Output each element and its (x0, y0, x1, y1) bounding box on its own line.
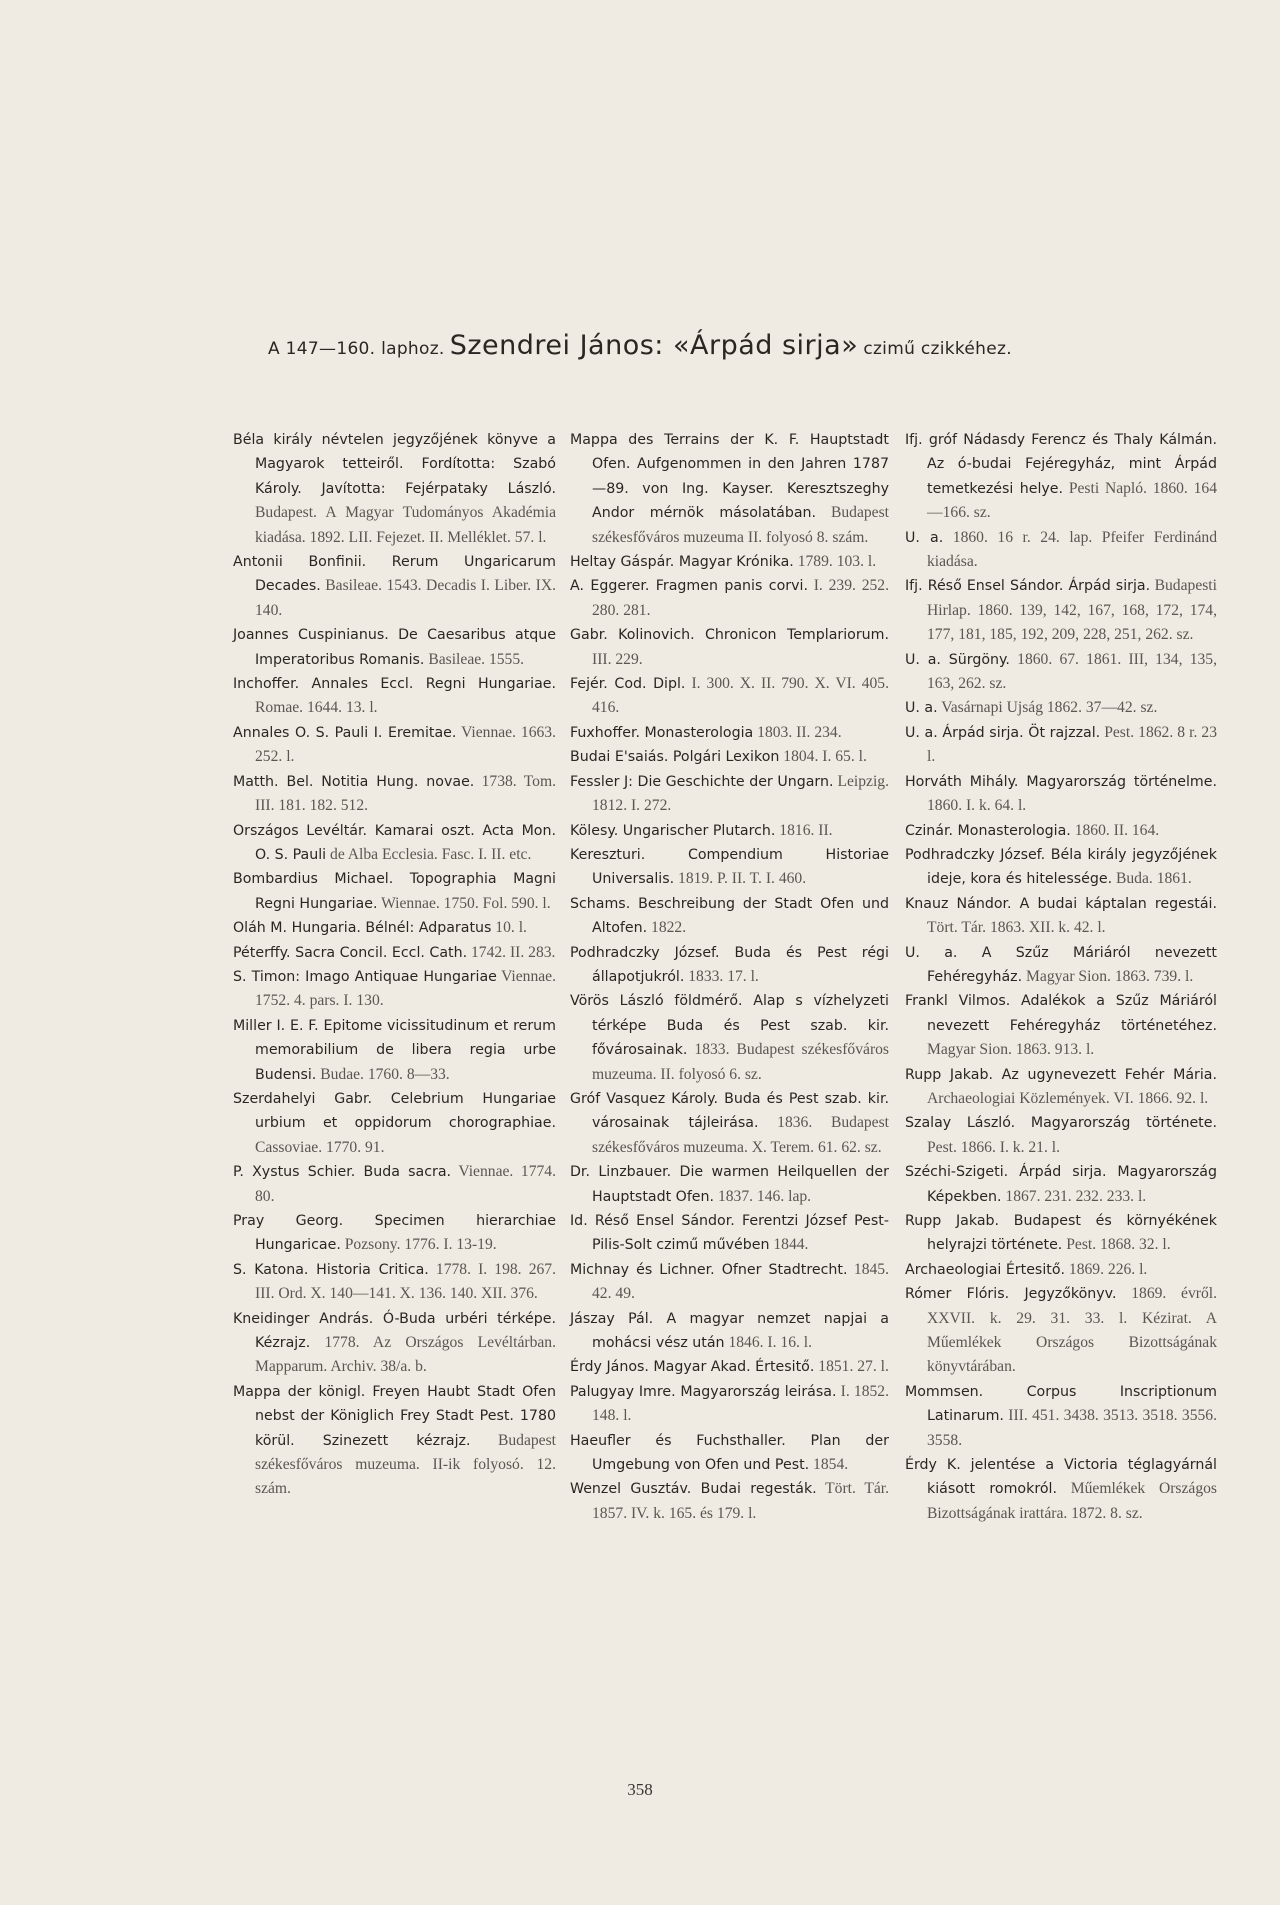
bibliography-entry (905, 941, 1217, 990)
entry-author-title: Jászay Pál. A magyar nemzet napjai a mohácsi vész után (570, 1310, 889, 1352)
entry-author-title: S. Timon: Imago Antiquae Hungariae (233, 968, 497, 985)
entry-reference: Pesti Napló. 1860. 164—166. sz. (927, 479, 1217, 522)
entry-reference: 1803. II. 234. (753, 723, 842, 741)
bibliography-entry (233, 770, 556, 819)
entry-author-title: Palugyay Imre. Magyarország leirása. (570, 1383, 837, 1400)
entry-reference: I. 300. X. II. 790. X. VI. 405. 416. (592, 675, 889, 717)
entry-author-title: Podhradczky József. Buda és Pest régi állapotjukról. (570, 944, 889, 985)
entry-reference: Tört. Tár. 1857. IV. k. 165. és 179. l. (592, 1480, 889, 1522)
bibliography-entry (570, 1160, 889, 1209)
entry-author-title: P. Xystus Schier. Buda sacra. (233, 1164, 452, 1181)
entry-author-title: Miller I. E. F. Epitome vicissitudinum et rerum memorabilium de libera regia urbe Budensi. (233, 1017, 556, 1083)
bibliography-entry (905, 1111, 1217, 1160)
entry-reference: Basileae. 1555. (424, 650, 525, 668)
entry-reference: de Alba Ecclesia. Fasc. I. II. etc. (326, 845, 532, 863)
entry-reference: 1869. 226. l. (1065, 1260, 1148, 1278)
entry-reference: 1816. II. (775, 821, 833, 839)
entry-author-title: Mappa des Terrains der K. F. Hauptstadt Ofen. Aufgenommen in den Jahren 1787—89. von Ing. Kayser. Keresztszeghy Andor mérnök másolatában. (570, 432, 889, 522)
entry-reference: III. 451. 3438. 3513. 3518. 3556. 3558. (927, 1407, 1217, 1449)
entry-reference: Archaeologiai Közlemények. VI. 1866. 92. l. (927, 1089, 1209, 1107)
entry-reference: 1833. 17. l. (684, 967, 759, 985)
bibliography-entry (905, 696, 1217, 720)
entry-reference: Leipzig. 1812. I. 272. (592, 772, 889, 815)
entry-reference: Budapest székesfőváros muzeuma II. folyosó 8. szám. (592, 504, 890, 546)
bibliography-entry (570, 941, 889, 990)
entry-author-title: Péterffy. Sacra Concil. Eccl. Cath. (233, 944, 468, 961)
entry-author-title: Szalay László. Magyarország története. (905, 1115, 1217, 1132)
bibliography-entry (570, 892, 889, 941)
bibliography-entry (233, 550, 556, 623)
entry-author-title: Rupp Jakab. Az ugynevezett Fehér Mária. (905, 1066, 1217, 1083)
entry-author-title: U. a. A Szűz Máriáról nevezett Fehéregyház. (905, 944, 1217, 985)
entry-reference: 1837. 146. lap. (714, 1187, 812, 1205)
entry-author-title: Fessler J: Die Geschichte der Ungarn. (570, 773, 834, 790)
entry-reference: 1836. Budapest székesfőváros muzeuma. X. Terem. 61. 62. sz. (592, 1114, 889, 1156)
page-header (0, 330, 1280, 361)
entry-reference: Viennae. 1752. 4. pars. I. 130. (255, 967, 557, 1010)
entry-author-title: Kereszturi. Compendium Historiae Universalis. (570, 846, 889, 888)
bibliography-entry (233, 1014, 556, 1087)
bibliography-entry (570, 428, 889, 550)
bibliography-entry (570, 989, 889, 1087)
entry-reference: Műemlékek Országos Bizottságának irattára. 1872. 8. sz. (927, 1480, 1217, 1522)
entry-reference: Pozsony. 1776. I. 13-19. (340, 1236, 497, 1254)
bibliography-entry (905, 1282, 1217, 1380)
entry-reference: 1854. (809, 1456, 849, 1474)
entry-author-title: Joannes Cuspinianus. De Caesaribus atque Imperatoribus Romanis. (233, 627, 556, 668)
entry-author-title: Érdy János. Magyar Akad. Értesitő. (570, 1359, 815, 1376)
entry-reference: 1778. Az Országos Levéltárban. Mapparum. Archiv. 38/a. b. (255, 1334, 556, 1376)
entry-reference: Magyar Sion. 1863. 913. l. (927, 1041, 1095, 1059)
entry-reference: III. 229. (592, 650, 643, 668)
entry-author-title: Inchoffer. Annales Eccl. Regni Hungariae. (233, 676, 556, 693)
entry-reference: Budapesti Hirlap. 1860. 139, 142, 167, 168, 172, 174, 177, 181, 185, 192, 209, 228, 251, 262. sz. (927, 577, 1217, 644)
bibliography-entry (570, 574, 889, 623)
entry-reference: Budapest székesfőváros muzeuma. II-ik folyosó. 12. szám. (255, 1431, 556, 1498)
entry-reference: 1867. 231. 232. 233. l. (1001, 1187, 1147, 1205)
page-number: 358 (627, 1780, 653, 1799)
bibliography-entry (905, 989, 1217, 1062)
entry-author-title: U. a. Árpád sirja. Öt rajzzal. (905, 724, 1101, 741)
bibliography-entry (570, 1087, 889, 1160)
entry-reference: I. 239. 252. 280. 281. (592, 577, 889, 619)
entry-author-title: Pray Georg. Specimen hierarchiae Hungaricae. (233, 1213, 556, 1254)
entry-reference: Cassoviae. 1770. 91. (255, 1138, 385, 1156)
entry-author-title: Fejér. Cod. Dipl. (570, 676, 686, 693)
entry-author-title: U. a. (905, 700, 938, 717)
bibliography-entry (233, 623, 556, 672)
entry-reference: 1860. 16 r. 24. lap. Pfeifer Ferdinánd kiadása. (927, 528, 1218, 571)
entry-reference: Romae. 1644. 13. l. (255, 699, 378, 717)
entry-author-title: Széchi-Szigeti. Árpád sirja. Magyarország Képekben. (905, 1164, 1217, 1205)
bibliography-entry (233, 941, 556, 965)
bibliography-entry (570, 672, 889, 721)
entry-author-title: Szerdahelyi Gabr. Celebrium Hungariae urbium et oppidorum chorographiae. (233, 1090, 556, 1132)
bibliography-entry (905, 843, 1217, 892)
entry-author-title: Mommsen. Corpus Inscriptionum Latinarum. (905, 1383, 1217, 1425)
bibliography-entry (570, 1307, 889, 1356)
entry-author-title: U. a. (905, 529, 944, 546)
entry-author-title: Országos Levéltár. Kamarai oszt. Acta Mon. O. S. Pauli (233, 822, 556, 863)
entry-reference: 1860. 67. 1861. III, 134, 135, 163, 262. sz. (927, 650, 1217, 693)
bibliography-entry (570, 721, 889, 745)
entry-reference: Basileae. 1543. Decadis I. Liber. IX. 140. (255, 577, 556, 619)
entry-author-title: Podhradczky József. Béla király jegyzőjének ideje, kora és hitelessége. (905, 846, 1217, 888)
bibliography-entry (905, 721, 1217, 770)
bibliography-entry (905, 1380, 1217, 1453)
entry-author-title: Gróf Vasquez Károly. Buda és Pest szab. kir. városainak tájleirása. (570, 1090, 889, 1132)
entry-reference: 1844. (769, 1236, 809, 1254)
bibliography-entry (905, 892, 1217, 941)
entry-author-title: Schams. Beschreibung der Stadt Ofen und Altofen. (570, 895, 889, 937)
entry-author-title: Kneidinger András. Ó-Buda urbéri térképe. Kézrajz. (233, 1310, 556, 1352)
bibliography-entry (570, 550, 889, 574)
entry-author-title: Fuxhoffer. Monasterologia (570, 724, 754, 741)
entry-reference: Budapest. A Magyar Tudományos Akadémia kiadása. 1892. LII. Fejezet. II. Melléklet. 57. l. (255, 504, 556, 546)
bibliography-entry (570, 1355, 889, 1379)
bibliography-entry (233, 1380, 556, 1502)
entry-author-title: Archaeologiai Értesitő. (905, 1261, 1066, 1278)
bibliography-entry (233, 1307, 556, 1380)
entry-author-title: S. Katona. Historia Critica. (233, 1261, 429, 1278)
entry-author-title: A. Eggerer. Fragmen panis corvi. (570, 578, 808, 595)
entry-reference: Pest. 1866. I. k. 21. l. (927, 1138, 1060, 1156)
entry-author-title: Gabr. Kolinovich. Chronicon Templariorum. (570, 627, 889, 644)
entry-reference: 10. l. (491, 919, 527, 937)
bibliography-entry (233, 672, 556, 721)
bibliography-entry (905, 1160, 1217, 1209)
bibliography-entry (570, 1380, 889, 1429)
bibliography-entry (233, 819, 556, 868)
bibliography-entry (905, 574, 1217, 647)
entry-author-title: Budai E'saiás. Polgári Lexikon (570, 749, 780, 766)
entry-author-title: Bombardius Michael. Topographia Magni Regni Hungariae. (233, 871, 556, 912)
entry-author-title: Béla király névtelen jegyzőjének könyve a Magyarok tetteiről. Fordította: Szabó Károly. Javította: Fejérpataky László. (233, 432, 556, 497)
bibliography-entry (570, 1209, 889, 1258)
bibliography-entry (905, 1453, 1217, 1526)
entry-author-title: Frankl Vilmos. Adalékok a Szűz Máriáról nevezett Fehéregyház történetéhez. (905, 993, 1217, 1034)
entry-reference: Buda. 1861. (1112, 870, 1192, 888)
entry-reference: Viennae. 1663. 252. l. (255, 723, 556, 766)
bibliography-entry (905, 428, 1217, 526)
bibliography-entry (905, 648, 1217, 697)
bibliography-entry (570, 1258, 889, 1307)
bibliography-entry (570, 1477, 889, 1526)
entry-reference: 1789. 103. l. (793, 553, 877, 571)
entry-author-title: Ifj. Réső Ensel Sándor. Árpád sirja. (905, 578, 1151, 595)
entry-reference: 1742. II. 283. (467, 943, 556, 961)
entry-author-title: Dr. Linzbauer. Die warmen Heilquellen der Hauptstadt Ofen. (570, 1164, 889, 1205)
entry-reference: Pest. 1862. 8 r. 23 l. (927, 723, 1217, 766)
entry-reference: Wiennae. 1750. Fol. 590. l. (377, 894, 551, 912)
entry-author-title: Oláh M. Hungaria. Bélnél: Adparatus (233, 920, 492, 937)
entry-author-title: Michnay és Lichner. Ofner Stadtrecht. (570, 1261, 848, 1278)
entry-reference: Vasárnapi Ujság 1862. 37—42. sz. (937, 699, 1158, 717)
bibliography-entry (570, 623, 889, 672)
bibliography-entry (570, 745, 889, 769)
entry-reference: 1819. P. II. T. I. 460. (674, 870, 807, 888)
bibliography-entry (233, 965, 556, 1014)
entry-author-title: Antonii Bonfinii. Rerum Ungaricarum Decades. (233, 554, 556, 595)
entry-author-title: Matth. Bel. Notitia Hung. novae. (233, 773, 475, 790)
entry-author-title: Czinár. Monasterologia. (905, 822, 1071, 839)
bibliography-entry (233, 916, 556, 940)
entry-reference: 1845. 42. 49. (592, 1260, 889, 1303)
bibliography-entry (905, 819, 1217, 843)
header-title: Szendrei János: «Árpád sirja» (449, 330, 859, 361)
entry-reference: 1846. I. 16. l. (724, 1334, 813, 1352)
entry-author-title: Ifj. gróf Nádasdy Ferencz és Thaly Kálmán. Az ó-budai Fejéregyház, mint Árpád temetkezési helye. (905, 432, 1217, 497)
entry-reference: 1822. (647, 919, 687, 937)
entry-reference: 1804. I. 65. l. (779, 748, 867, 766)
bibliography-column-2 (570, 428, 889, 1526)
entry-author-title: Wenzel Gusztáv. Budai regesták. (570, 1481, 817, 1498)
bibliography-entry (905, 770, 1217, 819)
entry-reference: Budae. 1760. 8—33. (316, 1065, 450, 1083)
entry-reference: 1833. Budapest székesfőváros muzeuma. II. folyosó 6. sz. (592, 1041, 889, 1083)
entry-author-title: Érdy K. jelentése a Victoria téglagyárnál kiásott romokról. (905, 1457, 1217, 1498)
bibliography-entry (570, 770, 889, 819)
entry-author-title: Annales O. S. Pauli I. Eremitae. (233, 724, 457, 741)
bibliography-entry (570, 1429, 889, 1478)
entry-reference: 1860. I. k. 64. l. (927, 797, 1027, 815)
bibliography-entry (905, 526, 1217, 575)
bibliography-entry (905, 1258, 1217, 1282)
entry-author-title: Mappa der königl. Freyen Haubt Stadt Ofen nebst der Königlich Frey Stadt Pest. 1780 körül. Szinezett kézrajz. (233, 1383, 556, 1449)
bibliography-entry (905, 1209, 1217, 1258)
entry-author-title: Kölesy. Ungarischer Plutarch. (570, 822, 776, 839)
header-suffix: czimű czikkéhez. (863, 339, 1012, 359)
entry-reference: Viennae. 1774. 80. (255, 1163, 557, 1205)
entry-author-title: Vörös László földmérő. Alap s vízhelyzeti térképe Buda és Pest szab. kir. fővárosainak. (570, 993, 889, 1059)
bibliography-entry (233, 428, 556, 550)
bibliography-entry (233, 1209, 556, 1258)
entry-reference: Magyar Sion. 1863. 739. l. (1022, 967, 1194, 985)
header-prefix: A 147—160. laphoz. (268, 339, 445, 359)
entry-author-title: Rupp Jakab. Budapest és környékének helyrajzi története. (905, 1213, 1217, 1254)
bibliography-column-3 (905, 428, 1217, 1526)
bibliography-entry (233, 1087, 556, 1160)
bibliography-column-1 (233, 428, 556, 1502)
bibliography-entry (233, 867, 556, 916)
entry-author-title: Haeufler és Fuchsthaller. Plan der Umgebung von Ofen und Pest. (570, 1432, 889, 1474)
entry-author-title: Id. Réső Ensel Sándor. Ferentzi József Pest-Pilis-Solt czimű művében (570, 1213, 889, 1254)
entry-reference: Tört. Tár. 1863. XII. k. 42. l. (927, 919, 1106, 937)
entry-reference: 1860. II. 164. (1070, 821, 1160, 839)
entry-author-title: U. a. Sürgöny. (905, 651, 1010, 668)
entry-reference: 1869. évről. XXVII. k. 29. 31. 33. l. Kézirat. A Műemlékek Országos Bizottságának könyvtárában. (927, 1285, 1217, 1376)
bibliography-entry (570, 819, 889, 843)
entry-author-title: Knauz Nándor. A budai káptalan regestái. (905, 895, 1217, 912)
bibliography-entry (570, 843, 889, 892)
bibliography-entry (233, 721, 556, 770)
entry-reference: Pest. 1868. 32. l. (1062, 1236, 1171, 1254)
entry-reference: 1851. 27. l. (814, 1358, 889, 1376)
bibliography-entry (905, 1063, 1217, 1112)
entry-author-title: Rómer Flóris. Jegyzőkönyv. (905, 1286, 1117, 1303)
entry-reference: 1738. Tom. III. 181. 182. 512. (255, 772, 556, 815)
entry-reference: I. 1852. 148. l. (592, 1382, 889, 1425)
entry-author-title: Horváth Mihály. Magyarország történelme. (905, 773, 1217, 790)
bibliography-entry (233, 1160, 556, 1209)
entry-reference: 1778. I. 198. 267. III. Ord. X. 140—141. X. 136. 140. XII. 376. (255, 1260, 556, 1303)
bibliography-entry (233, 1258, 556, 1307)
entry-author-title: Heltay Gáspár. Magyar Krónika. (570, 554, 794, 571)
